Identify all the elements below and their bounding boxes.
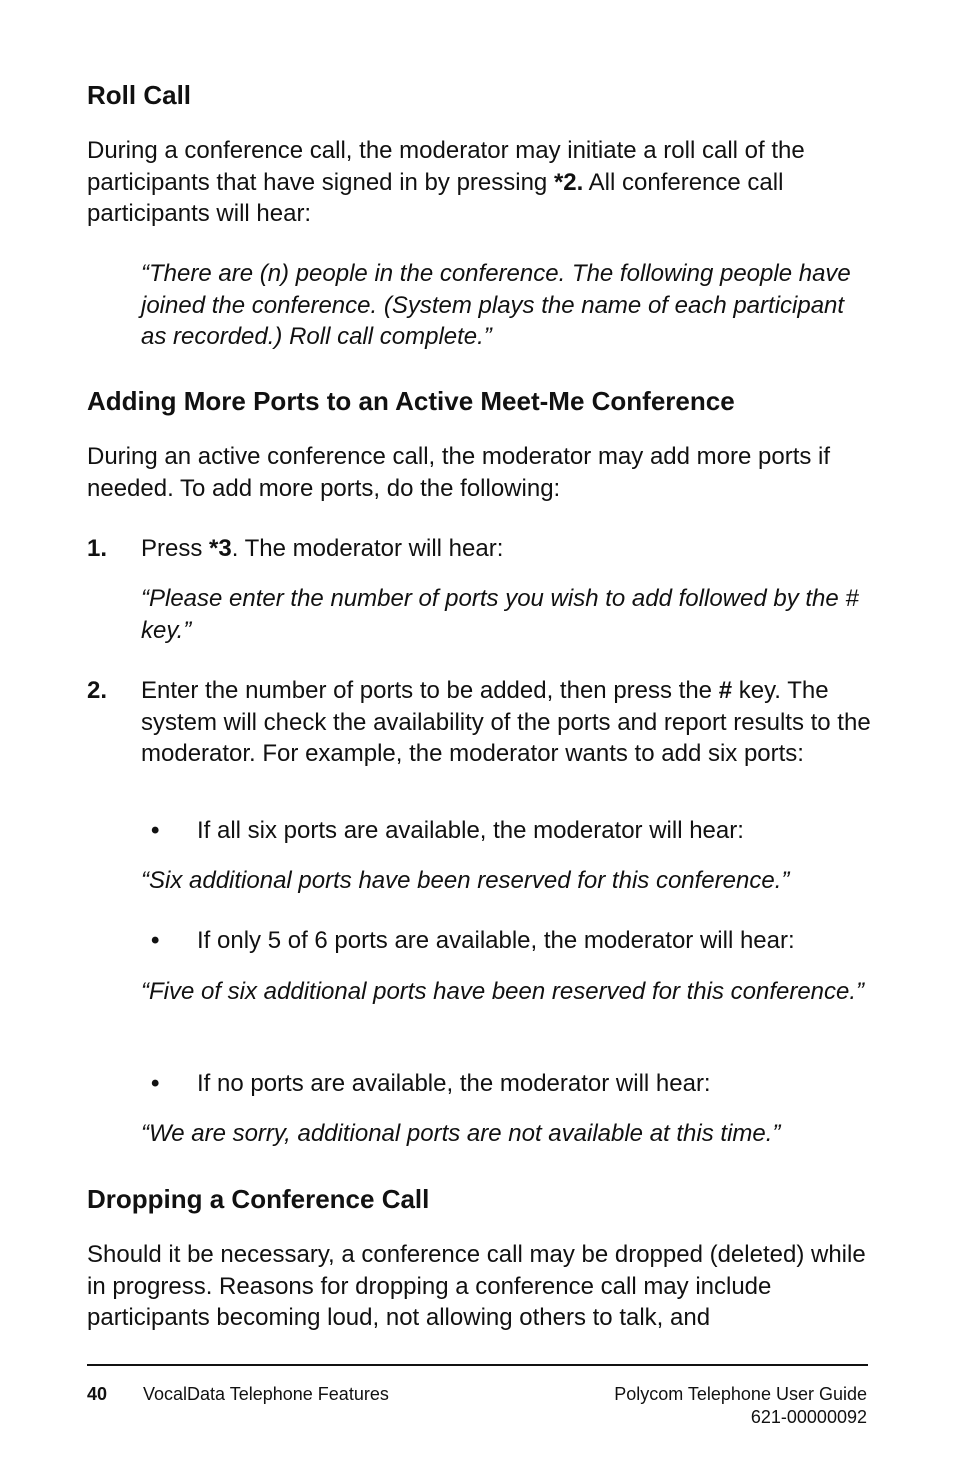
bullet-text: If no ports are available, the moderator will hear: (197, 1070, 711, 1097)
step-number: 1. (87, 535, 108, 562)
bullet-quote: “We are sorry, additional ports are not available at this time.” (141, 1120, 781, 1147)
bullet-quote: “Six additional ports have been reserved for this conference.” (141, 867, 790, 894)
heading-adding-ports: Adding More Ports to an Active Meet-Me Conference (87, 386, 735, 416)
roll-call-intro: During a conference call, the moderator may initiate a roll call of the participants that have signed in by pressing *2. All conference call participants will hear: (87, 137, 805, 227)
footer-rule (87, 1364, 868, 1366)
bullet-text: If all six ports are available, the moderator will hear: (197, 817, 744, 844)
step-1-quote: “Please enter the number of ports you wish to add followed by the # key.” (141, 585, 859, 644)
key-star-3: *3 (209, 535, 232, 562)
step-text: Enter the number of ports to be added, then press the # key. The system will check the availability of the ports and report results to the moderator. For example, the moderator wants to add six ports: (141, 677, 871, 767)
bullet-quote: “Five of six additional ports have been reserved for this conference.” (141, 978, 865, 1005)
page-number: 40 (87, 1384, 108, 1404)
roll-call-quote: “There are (n) people in the conference. The following people have joined the conference. (System plays the name of each participant as recorded.) Roll call complete.” (141, 260, 851, 350)
chapter-title: VocalData Telephone Features (143, 1384, 389, 1404)
adding-ports-intro: During an active conference call, the moderator may add more ports if needed. To add more ports, do the following: (87, 443, 831, 502)
step-number: 2. (87, 677, 108, 704)
heading-roll-call: Roll Call (87, 80, 192, 110)
bullet-icon: • (151, 817, 160, 844)
dropping-call-intro: Should it be necessary, a conference call may be dropped (deleted) while in progress. Reasons for dropping a conference call may include participants becoming loud, not allowing others to talk, and (87, 1241, 866, 1331)
doc-number: 621-00000092 (750, 1407, 867, 1427)
guide-title: Polycom Telephone User Guide (614, 1384, 867, 1404)
key-star-2: *2. (553, 168, 584, 196)
bullet-text: If only 5 of 6 ports are available, the moderator will hear: (197, 927, 795, 954)
bullet-icon: • (151, 927, 160, 954)
bullet-icon: • (151, 1070, 160, 1097)
heading-dropping-call: Dropping a Conference Call (87, 1184, 430, 1214)
step-text: Press *3. The moderator will hear: (141, 535, 504, 562)
key-hash: # (718, 677, 733, 704)
